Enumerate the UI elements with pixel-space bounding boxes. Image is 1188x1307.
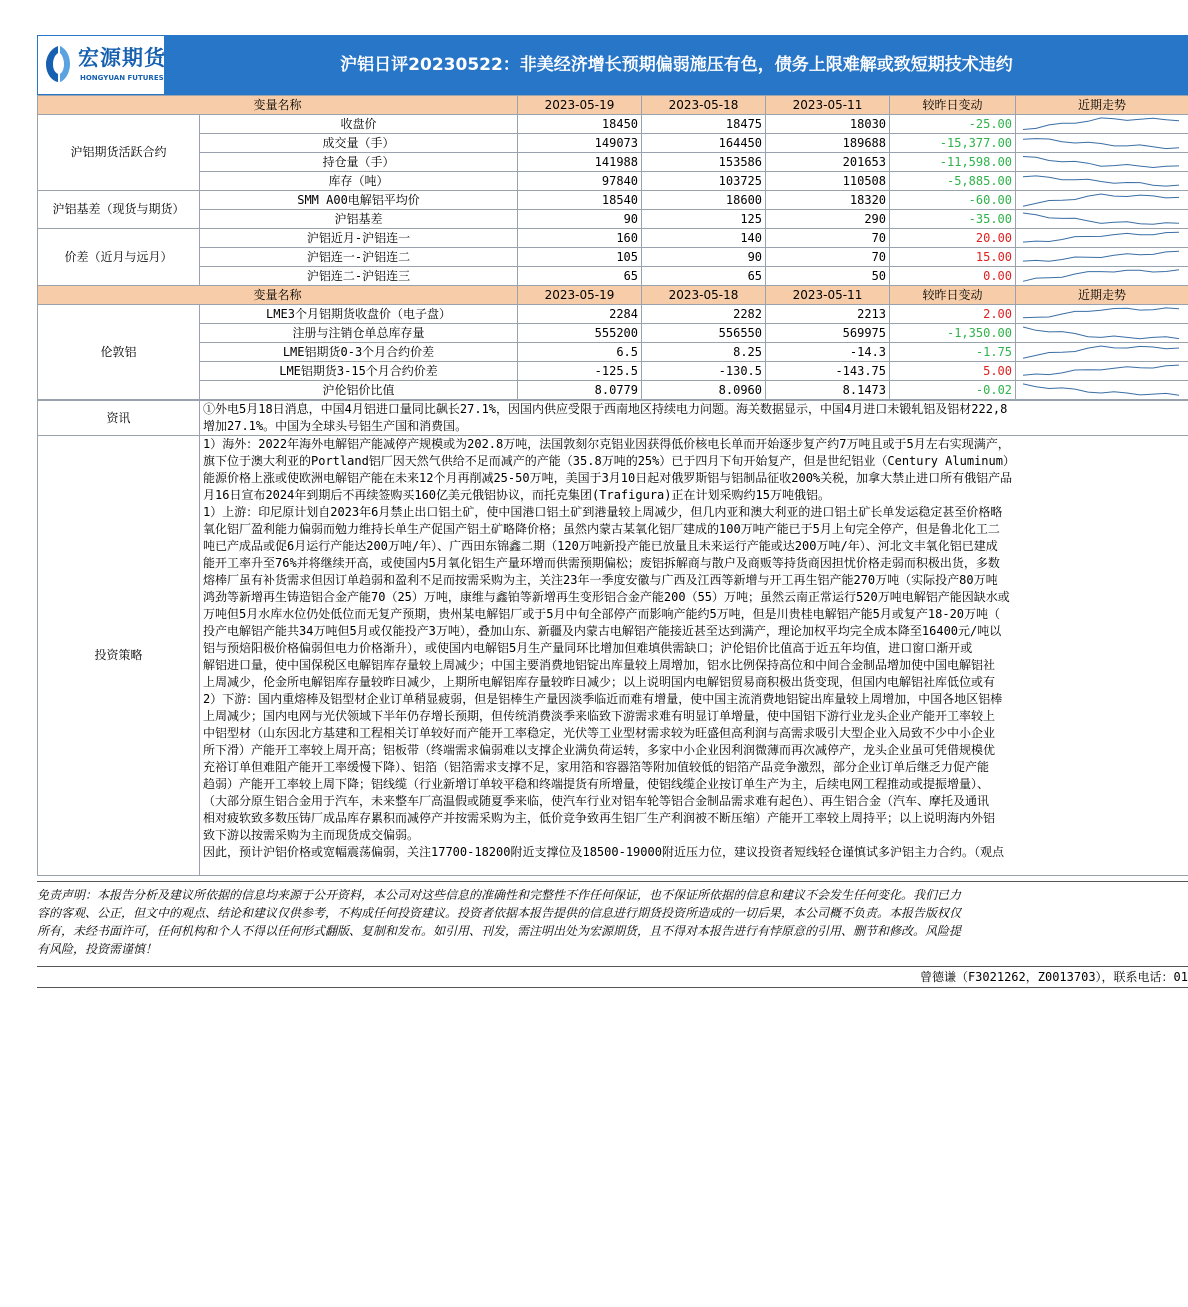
table-row: [38, 267, 1188, 286]
strategy-label: 投资策略: [38, 436, 200, 876]
row-name: SMM A00电解铝平均价: [200, 191, 518, 210]
trend-cell: [1016, 248, 1188, 267]
footer-contact: 曾德谦（F3021262，Z0013703），联系电话：01: [37, 967, 1188, 988]
disclaimer: [37, 881, 1188, 967]
strategy-line: 所下滑）产能开工率较上周开高；铝板带（终端需求偏弱难以支撑企业满负荷运转，多家中小企业因利润微薄而再次减停产，龙头企业虽可凭借规模优: [203, 743, 996, 757]
value-date-3: 18320: [766, 191, 890, 210]
trend-cell: [1016, 381, 1188, 400]
value-date-3: 2213: [766, 305, 890, 324]
value-date-3: 70: [766, 248, 890, 267]
trend-sparkline: [1019, 229, 1188, 247]
strategy-row: [38, 436, 1188, 876]
value-date-2: 153586: [642, 153, 766, 172]
value-date-2: 164450: [642, 134, 766, 153]
table-row: [38, 248, 1188, 267]
strategy-line: 熔棒厂虽有补货需求但因订单趋弱和盈利不足而按需采购为主，关注23年一季度安徽与广西及江西等新增与开工再生铝产能270万吨（实际投产80万吨: [203, 573, 998, 587]
value-date-2: 90: [642, 248, 766, 267]
table-row: [38, 324, 1188, 343]
row-name: 库存（吨）: [200, 172, 518, 191]
value-date-3: 50: [766, 267, 890, 286]
strategy-line: 相对疲软致多数压铸厂成品库存累积而减停产并按需采购为主，低价竞争致再生铝厂生产利润被不断压缩）产能开工率较上周持平；以上说明海内外铝: [203, 811, 996, 825]
trend-sparkline: [1019, 324, 1188, 342]
trend-sparkline: [1019, 210, 1188, 228]
change-value: -0.02: [890, 381, 1016, 400]
trend-cell: [1016, 305, 1188, 324]
header-change: 较昨日变动: [890, 96, 1016, 115]
header-trend: 近期走势: [1016, 96, 1188, 115]
trend-sparkline: [1019, 381, 1188, 399]
group-label: 沪铝基差（现货与期货）: [38, 191, 200, 229]
table-row: [38, 210, 1188, 229]
value-date-1: -125.5: [518, 362, 642, 381]
trend-sparkline: [1019, 153, 1188, 171]
strategy-line: 能开工率升至76%并将继续开高，或使国内5月氧化铝生产量环增而供需预期偏松；废铝拆解商与散户及商贩等持货商因担忧价格走弱而积极出货，多数: [203, 556, 1000, 570]
trend-sparkline: [1019, 172, 1188, 190]
trend-cell: [1016, 210, 1188, 229]
sparkline-path: [1023, 384, 1179, 395]
value-date-2: 8.0960: [642, 381, 766, 400]
table-row: [38, 305, 1188, 324]
header-date-3: 2023-05-11: [766, 96, 890, 115]
sparkline-path: [1023, 232, 1179, 242]
value-date-3: -143.75: [766, 362, 890, 381]
change-value: -1,350.00: [890, 324, 1016, 343]
strategy-line: 充裕订单但难阻产能开工率缓慢下降）、铝箔（铝箔需求支撑不足，家用箔和容器箔等附加值较低的铝箔产品竞争激烈，部分企业订单后继乏力促产能: [203, 760, 990, 774]
trend-cell: [1016, 153, 1188, 172]
strategy-line: 月16日宣布2024年到期后不再续签购买160亿美元俄铝协议，而托克集团(Trafigura)正在计划采购约15万吨俄铝。: [203, 488, 830, 502]
trend-sparkline: [1019, 248, 1188, 266]
value-date-2: 8.25: [642, 343, 766, 362]
row-name: 沪铝近月-沪铝连一: [200, 229, 518, 248]
change-value: -60.00: [890, 191, 1016, 210]
value-date-1: 2284: [518, 305, 642, 324]
strategy-line: 趋弱）产能开工率较上周下降；铝线缆（行业新增订单较平稳和终端提货有所增量，使铝线缆企业按订单生产为主，后续电网工程推动或提振增量）、: [203, 777, 990, 791]
strategy-line: 致下游以按需采购为主而现货成交偏弱。: [203, 828, 420, 842]
info-line: 增加27.1%。中国为全球头号铝生产国和消费国。: [203, 419, 468, 433]
strategy-line: 吨已产成品或促6月运行产能达200万吨/年）、广西田东锦鑫二期（120万吨新投产能已放量且未来运行产能或达200万吨/年）、河北文丰氧化铝已建成: [203, 539, 998, 553]
strategy-line: 因此，预计沪铝价格或宽幅震荡偏弱，关注17700-18200附近支撑位及18500-19000附近压力位，建议投资者短线轻仓谨慎试多沪铝主力合约。（观点: [203, 845, 1004, 859]
sparkline-path: [1023, 327, 1179, 339]
strategy-line: 1）上游：印尼原计划自2023年6月禁止出口铝土矿，使中国港口铝土矿到港量较上周减少，但几内亚和澳大利亚的进口铝土矿长单发运稳定甚至价格略: [203, 505, 1003, 519]
trend-cell: [1016, 267, 1188, 286]
value-date-2: 556550: [642, 324, 766, 343]
header-date-1: 2023-05-19: [518, 286, 642, 305]
header-date-2: 2023-05-18: [642, 286, 766, 305]
report-sheet: [37, 35, 1188, 988]
change-value: -25.00: [890, 115, 1016, 134]
strategy-line: 鸿劲等新增再生铸造铝合金产能70（25）万吨，康维与鑫铂等新增再生变形铝合金产能200（55）万吨；虽然云南正常运行520万吨电解铝产能因缺水或: [203, 590, 1010, 604]
header-date-3: 2023-05-11: [766, 286, 890, 305]
change-value: -1.75: [890, 343, 1016, 362]
row-name: 沪铝连一-沪铝连二: [200, 248, 518, 267]
table-row: [38, 362, 1188, 381]
strategy-line: 万吨但5月水库水位仍处低位而无复产预期，贵州某电解铝厂或于5月中旬全部停产而影响产能约5万吨，但是川贵桂电解铝产能5月或复产18-20万吨（: [203, 607, 1001, 621]
value-date-3: 18030: [766, 115, 890, 134]
sparkline-path: [1023, 139, 1179, 149]
row-name: 注册与注销仓单总库存量: [200, 324, 518, 343]
value-date-1: 105: [518, 248, 642, 267]
value-date-1: 8.0779: [518, 381, 642, 400]
disclaimer-line: 容的客观、公正，但文中的观点、结论和建议仅供参考，不构成任何投资建议。投资者依据本报告提供的信息进行期货投资所造成的一切后果，本公司概不负责。本报告版权仅: [37, 906, 962, 920]
value-date-2: 65: [642, 267, 766, 286]
sparkline-path: [1023, 194, 1179, 206]
strategy-line: 1）海外：2022年海外电解铝产能减停产规模或为202.8万吨，法国敦刻尔克铝业因获得低价核电长单而开始逐步复产约7万吨且或于5月左右实现满产，: [203, 437, 1010, 451]
table-row: [38, 229, 1188, 248]
header-name: 变量名称: [38, 96, 518, 115]
change-value: -5,885.00: [890, 172, 1016, 191]
row-name: 沪铝连二-沪铝连三: [200, 267, 518, 286]
row-name: 沪伦铝价比值: [200, 381, 518, 400]
value-date-3: 569975: [766, 324, 890, 343]
value-date-2: 2282: [642, 305, 766, 324]
value-date-3: 110508: [766, 172, 890, 191]
value-date-3: -14.3: [766, 343, 890, 362]
sparkline-path: [1023, 365, 1179, 375]
table-row: [38, 191, 1188, 210]
trend-cell: [1016, 229, 1188, 248]
row-name: 沪铝基差: [200, 210, 518, 229]
value-date-1: 90: [518, 210, 642, 229]
value-date-3: 201653: [766, 153, 890, 172]
text-table: [37, 400, 1188, 876]
row-name: 持仓量（手）: [200, 153, 518, 172]
trend-sparkline: [1019, 305, 1188, 323]
trend-sparkline: [1019, 343, 1188, 361]
group-label: 价差（近月与远月）: [38, 229, 200, 286]
logo-text: 宏源期货: [78, 46, 166, 70]
disclaimer-line: 所有，未经书面许可，任何机构和个人不得以任何形式翻版、复制和发布。如引用、刊发，需注明出处为宏源期货，且不得对本报告进行有悖原意的引用、删节和修改。风险提: [37, 924, 962, 938]
row-name: LME铝期货3-15个月合约价差: [200, 362, 518, 381]
change-value: -11,598.00: [890, 153, 1016, 172]
sparkline-path: [1023, 157, 1179, 168]
value-date-2: 103725: [642, 172, 766, 191]
strategy-line: 铝与预焙阳极价格偏弱但电力价格渐升），或使国内电解铝5月生产量同环比增加但难填供需缺口；沪伦铝价比值高于近五年均值，进口窗口渐开或: [203, 641, 973, 655]
sparkline-path: [1023, 270, 1179, 282]
value-date-1: 18540: [518, 191, 642, 210]
change-value: 0.00: [890, 267, 1016, 286]
sparkline-path: [1023, 346, 1179, 358]
disclaimer-line: 有风险，投资需谨慎！: [37, 942, 158, 956]
value-date-2: 18600: [642, 191, 766, 210]
value-date-3: 290: [766, 210, 890, 229]
sparkline-path: [1023, 251, 1179, 261]
value-date-2: 125: [642, 210, 766, 229]
strategy-line: （大部分原生铝合金用于汽车，未来整车厂高温假或随夏季来临，使汽车行业对铝车轮等铝合金制品需求难有起色）、再生铝合金（汽车、摩托及通讯: [203, 794, 990, 808]
trend-cell: [1016, 172, 1188, 191]
value-date-3: 70: [766, 229, 890, 248]
trend-sparkline: [1019, 267, 1188, 285]
logo-subtext: HONGYUAN FUTURES: [80, 74, 164, 82]
trend-cell: [1016, 191, 1188, 210]
value-date-2: -130.5: [642, 362, 766, 381]
row-name: 收盘价: [200, 115, 518, 134]
strategy-line: 2）下游：国内重熔棒及铝型材企业订单稍显疲弱，但是铝棒生产量因淡季临近而难有增量，使中国主流消费地铝锭出库量较上周增加，中国各地区铝棒: [203, 692, 1003, 706]
change-value: 2.00: [890, 305, 1016, 324]
info-label: 资讯: [38, 401, 200, 436]
logo-icon: [44, 44, 72, 84]
value-date-1: 141988: [518, 153, 642, 172]
strategy-content: [200, 436, 1188, 876]
strategy-line: 能源价格上涨或使欧洲电解铝产能在未来12个月再削减25-50万吨，美国于3月10日起对俄罗斯铝与铝制品征收200%关税，加拿大禁止进口所有俄铝产品: [203, 471, 1013, 485]
strategy-line: 上周减少；国内电网与光伏领域下半年仍存增长预期，但传统消费淡季来临致下游需求难有明显订单增量，使中国铝下游行业龙头企业产能开工率较上: [203, 709, 996, 723]
value-date-3: 8.1473: [766, 381, 890, 400]
table-row: [38, 172, 1188, 191]
trend-cell: [1016, 343, 1188, 362]
change-value: -15,377.00: [890, 134, 1016, 153]
trend-sparkline: [1019, 115, 1188, 133]
header-change: 较昨日变动: [890, 286, 1016, 305]
row-name: LME铝期货0-3个月合约价差: [200, 343, 518, 362]
header-date-2: 2023-05-18: [642, 96, 766, 115]
trend-sparkline: [1019, 191, 1188, 209]
table-row: [38, 343, 1188, 362]
trend-sparkline: [1019, 362, 1188, 380]
report-header: [37, 35, 1188, 95]
value-date-3: 189688: [766, 134, 890, 153]
sparkline-path: [1023, 118, 1179, 130]
trend-cell: [1016, 324, 1188, 343]
change-value: 20.00: [890, 229, 1016, 248]
report-title: 沪铝日评20230522：非美经济增长预期偏弱施压有色，债务上限难解或致短期技术违约: [340, 55, 1013, 75]
info-row: [38, 401, 1188, 436]
data-table: [37, 95, 1188, 400]
value-date-1: 160: [518, 229, 642, 248]
value-date-1: 65: [518, 267, 642, 286]
table-row: [38, 134, 1188, 153]
row-name: LME3个月铝期货收盘价（电子盘）: [200, 305, 518, 324]
table-row: [38, 153, 1188, 172]
header-name: 变量名称: [38, 286, 518, 305]
trend-cell: [1016, 362, 1188, 381]
change-value: 15.00: [890, 248, 1016, 267]
strategy-line: 旗下位于澳大利亚的Portland铝厂因天然气供给不足而减产的产能（35.8万吨的25%）已于四月下旬开始复产，但是世纪铝业（Century Aluminum）: [203, 454, 1015, 468]
value-date-1: 97840: [518, 172, 642, 191]
table-header-row: [38, 286, 1188, 305]
strategy-line: 上周减少，伦金所电解铝库存量较昨日减少，上期所电解铝库存量较昨日减少；以上说明国内电解铝贸易商积极出货变现，但国内电解铝社库低位或有: [203, 675, 996, 689]
info-content: [200, 401, 1188, 436]
row-name: 成交量（手）: [200, 134, 518, 153]
trend-sparkline: [1019, 134, 1188, 152]
company-logo: [37, 35, 165, 95]
table-header-row: [38, 96, 1188, 115]
trend-cell: [1016, 115, 1188, 134]
trend-cell: [1016, 134, 1188, 153]
change-value: -35.00: [890, 210, 1016, 229]
header-trend: 近期走势: [1016, 286, 1188, 305]
change-value: 5.00: [890, 362, 1016, 381]
strategy-line: 解铝进口量，使中国保税区电解铝库存量较上周减少；中国主要消费地铝锭出库量较上周增加，铝水比例保持高位和中间合金制品增加使中国电解铝社: [203, 658, 996, 672]
sparkline-path: [1023, 213, 1179, 224]
value-date-1: 555200: [518, 324, 642, 343]
sparkline-path: [1023, 308, 1179, 318]
header-date-1: 2023-05-19: [518, 96, 642, 115]
table-row: [38, 381, 1188, 400]
group-label: 沪铝期货活跃合约: [38, 115, 200, 191]
table-row: [38, 115, 1188, 134]
disclaimer-line: 免责声明：本报告分析及建议所依据的信息均来源于公开资料，本公司对这些信息的准确性和完整性不作任何保证，也不保证所依据的信息和建议不会发生任何变化。我们已力: [37, 888, 962, 902]
value-date-1: 18450: [518, 115, 642, 134]
value-date-1: 149073: [518, 134, 642, 153]
value-date-1: 6.5: [518, 343, 642, 362]
strategy-line: 投产电解铝产能共34万吨但5月或仅能投产3万吨），叠加山东、新疆及内蒙古电解铝产能接近甚至达到满产，理论加权平均完全成本降至16400元/吨以: [203, 624, 1002, 638]
strategy-line: 氧化铝厂盈利能力偏弱而勉力维持长单生产促国产铝土矿略降价格；虽然内蒙古某氧化铝厂建成的100万吨产能已于5月上旬完全停产，但是鲁北化工二: [203, 522, 1000, 536]
value-date-2: 18475: [642, 115, 766, 134]
group-label: 伦敦铝: [38, 305, 200, 400]
value-date-2: 140: [642, 229, 766, 248]
sparkline-path: [1023, 176, 1179, 186]
strategy-line: 中铝型材（山东因北方基建和工程相关订单较好而产能开工率稳定，光伏等工业型材需求较为旺盛但高利润与高需求吸引大型企业入局致不少中小企业: [203, 726, 996, 740]
info-line: ①外电5月18日消息，中国4月铝进口量同比飙长27.1%，因国内供应受限于西南地区持续电力问题。海关数据显示，中国4月进口未锻轧铝及铝材222,8: [203, 402, 1008, 416]
